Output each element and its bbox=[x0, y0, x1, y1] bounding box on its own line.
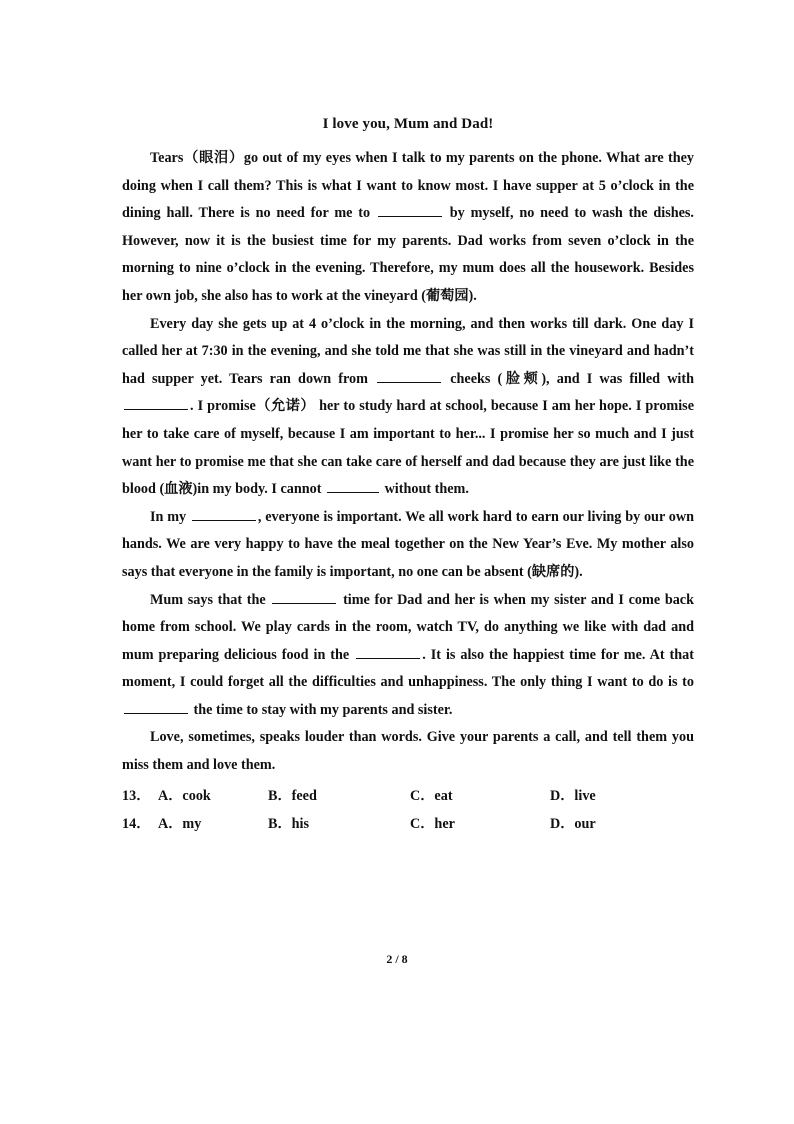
paragraph-text: Tears（眼泪）go out of my eyes when I talk to my parents on the phone. What are they doing when I call them? This is what I want to know most. I have supper at 5 o’clock in the dining hall. There is no need for me to bbox=[122, 150, 694, 222]
option-d: D．live bbox=[550, 787, 596, 804]
paragraph-text: Every day she gets up at 4 o’clock in the morning, and then works till dark. One day I called her at 7:30 in the evening, and she told me that she was still in the vineyard and hadn’t had supper yet. Tears ran down from bbox=[122, 315, 694, 387]
answer-blank[interactable] bbox=[377, 368, 441, 383]
page-number: 2 / 8 bbox=[386, 952, 408, 966]
option-a: A．cook bbox=[158, 787, 211, 804]
answer-blank[interactable] bbox=[124, 395, 188, 410]
question-number: 13． bbox=[122, 787, 151, 804]
paragraph bbox=[122, 724, 694, 779]
paragraph-text: In my bbox=[150, 508, 190, 525]
paragraph-text: Mum says that the bbox=[150, 591, 271, 608]
passage-body bbox=[122, 145, 694, 780]
answer-blank[interactable] bbox=[124, 699, 188, 714]
paragraph bbox=[122, 587, 694, 725]
paragraph-text: Love, sometimes, speaks louder than words. Give your parents a call, and tell them you miss them and love them. bbox=[122, 729, 694, 774]
paragraph bbox=[122, 311, 694, 504]
paragraph-text: . It is also the happiest time for me. At that moment, I could forget all the difficulties and unhappiness. The only thing I want to do is to bbox=[122, 646, 694, 691]
question-row bbox=[122, 810, 694, 838]
paragraph-text: by myself, no need to wash the dishes. However, now it is the busiest time for my parents. Dad works from seven o’clock in the morning to nine o’clock in the evening. Therefore, my mum does all the housework. Besides her own job, she also has to work at the vineyard (葡萄园). bbox=[122, 205, 694, 304]
paragraph bbox=[122, 504, 694, 587]
paragraph-text: . I promise（允诺） her to study hard at school, because I am her hope. I promise her to take care of myself, because I am important to her... I promise her so much and I just want her to promise me that she can take care of herself and dad because they are just like the blood (血液)in my body. I cannot bbox=[122, 398, 694, 498]
paragraph bbox=[122, 145, 694, 311]
question-number: 14． bbox=[122, 815, 151, 832]
paragraph-text: without them. bbox=[381, 481, 469, 498]
option-c: C．eat bbox=[410, 787, 453, 804]
paragraph-text: , everyone is important. We all work hard to earn our living by our own hands. We are very happy to have the meal together on the New Year’s Eve. My mother also says that everyone in the family is important, no one can be absent (缺席的). bbox=[122, 508, 695, 580]
answer-blank[interactable] bbox=[327, 478, 379, 493]
option-d: D．our bbox=[550, 815, 596, 832]
paragraph-text: the time to stay with my parents and sister. bbox=[190, 701, 453, 718]
answer-blank[interactable] bbox=[192, 506, 256, 521]
answer-blank[interactable] bbox=[272, 589, 336, 604]
answer-blank[interactable] bbox=[356, 644, 420, 659]
question-options bbox=[122, 782, 694, 838]
option-a: A．my bbox=[158, 815, 202, 832]
option-b: B．his bbox=[268, 815, 310, 832]
paragraph-text: time for Dad and her is when my sister and I come back home from school. We play cards in the room, watch TV, do anything we like with dad and mum preparing delicious food in the bbox=[122, 591, 694, 663]
passage-title: I love you, Mum and Dad! bbox=[322, 116, 494, 132]
option-b: B．feed bbox=[268, 787, 317, 804]
question-row bbox=[122, 782, 694, 810]
answer-blank[interactable] bbox=[378, 202, 442, 217]
document-page bbox=[122, 116, 694, 838]
option-c: C．her bbox=[410, 815, 455, 832]
paragraph-text: cheeks (脸颊), and I was filled with bbox=[443, 370, 694, 387]
